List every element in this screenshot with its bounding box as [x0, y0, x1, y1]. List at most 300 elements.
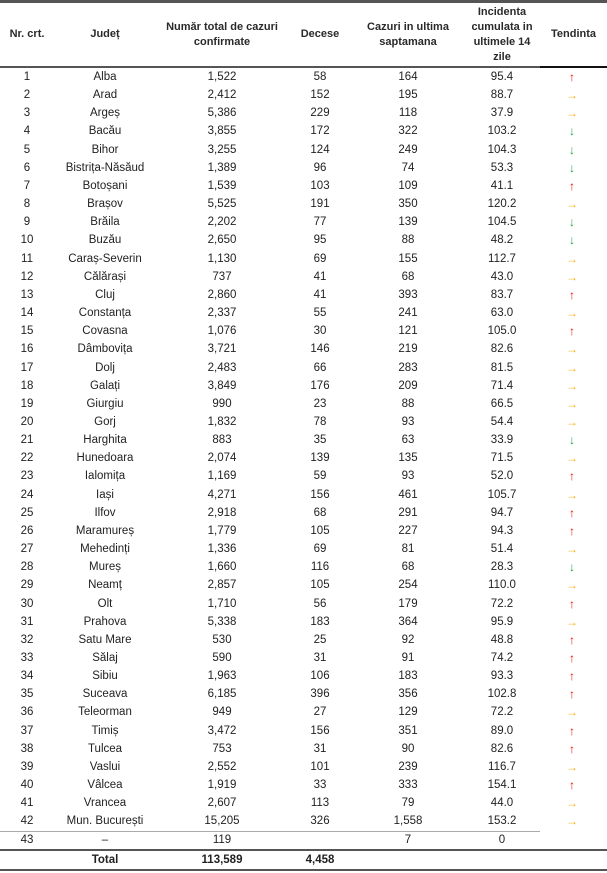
cell-total: 4,271 [207, 488, 237, 501]
cell-decese: 191 [310, 198, 330, 211]
table-row [0, 685, 607, 703]
table-row [0, 467, 607, 485]
cell-total: 3,849 [207, 379, 237, 392]
cell-total: 3,255 [207, 143, 237, 156]
cell-cazuri: 254 [398, 579, 418, 592]
cell-total: 1,336 [207, 543, 237, 556]
table-row [0, 304, 607, 322]
table-row [0, 413, 607, 431]
cell-incidenta: 53.3 [490, 161, 514, 174]
cell-decese: 35 [313, 434, 327, 447]
header-numar [150, 3, 294, 66]
arrow-right-icon: → [566, 578, 578, 593]
arrow-up-icon: ↑ [569, 632, 575, 647]
table-row [0, 431, 607, 449]
arrow-up-icon: ↑ [569, 287, 575, 302]
cell-nr: 30 [20, 597, 34, 610]
cell-cazuri: 209 [398, 379, 418, 392]
cell-incidenta: 105.7 [487, 488, 517, 501]
cell-cazuri: 91 [401, 652, 415, 664]
arrow-up-icon: ↑ [569, 523, 575, 538]
cell-total: 5,338 [207, 615, 237, 628]
cell-judet: Olt [97, 597, 113, 610]
cell-incidenta: 43.0 [490, 270, 514, 283]
cell-nr: 32 [20, 633, 34, 646]
cell-total: 1,779 [207, 524, 237, 537]
cell-nr: 17 [20, 361, 34, 374]
cell-judet: Brăila [90, 216, 120, 229]
cell-total: 990 [212, 397, 232, 410]
arrow-right-icon: → [566, 342, 578, 357]
cell-nr: 6 [23, 161, 31, 174]
cell-judet: Covasna [82, 325, 128, 338]
cell-decese: 139 [310, 452, 330, 465]
cell-decese: 146 [310, 343, 330, 356]
cell-nr: 24 [20, 488, 34, 501]
table-row [0, 340, 607, 358]
cell-nr: 14 [20, 307, 34, 320]
cell-total: 590 [212, 652, 232, 664]
table-row [0, 195, 607, 213]
cell-nr: 11 [21, 252, 33, 265]
cell-total: 949 [212, 706, 232, 719]
cell-incidenta: 72.2 [490, 706, 514, 719]
header-incidenta-line4: zile [493, 50, 511, 63]
cell-cazuri: 81 [401, 543, 415, 556]
cell-nr: 40 [20, 779, 34, 792]
table-row [0, 359, 607, 377]
cell-judet: Ilfov [94, 506, 116, 519]
cell-judet: Arad [92, 89, 118, 102]
arrow-up-icon: ↑ [569, 778, 575, 793]
cell-cazuri: 183 [398, 670, 418, 683]
cell-nr: 12 [20, 270, 34, 283]
cell-nr: 9 [23, 216, 31, 229]
arrow-right-icon: → [566, 414, 578, 429]
header-nr-label: Nr. crt. [9, 28, 45, 40]
cell-decese: 23 [313, 397, 327, 410]
cell-judet: Cluj [95, 288, 115, 301]
cell-incidenta: 52.0 [490, 470, 514, 483]
cell-total: 2,857 [207, 579, 237, 592]
header-numar-line1: Număr total de cazuri [166, 20, 278, 33]
arrow-right-icon: → [566, 251, 578, 266]
table-row [0, 449, 607, 467]
arrow-up-icon: ↑ [569, 687, 575, 702]
cell-incidenta: 51.4 [490, 543, 514, 556]
cell-cazuri: 74 [401, 161, 415, 174]
cell-decese: 152 [310, 89, 330, 102]
cell-nr: 33 [20, 652, 34, 664]
arrow-down-icon: ↓ [569, 560, 575, 575]
cell-total: 1,963 [207, 670, 237, 683]
cell-decese: 55 [313, 307, 327, 320]
cell-total: 2,412 [207, 89, 237, 102]
arrow-up-icon: ↑ [569, 651, 575, 665]
cell-total: 1,169 [207, 470, 237, 483]
cell-decese: 59 [313, 470, 327, 483]
cell-total: 3,855 [207, 125, 237, 138]
arrow-right-icon: → [566, 360, 578, 375]
cell-total: 2,483 [207, 361, 237, 374]
arrow-right-icon: → [566, 614, 578, 629]
cell-incidenta: 116.7 [488, 760, 516, 773]
header-incidenta-line2: cumulata in [471, 20, 533, 33]
arrow-right-icon: → [566, 542, 578, 557]
cell-total: 2,918 [207, 506, 237, 519]
cell-nr: 34 [20, 670, 34, 683]
table-row [0, 722, 607, 740]
cell-cazuri: 90 [401, 742, 415, 755]
table-row [0, 141, 607, 159]
cell-decese: 33 [313, 779, 327, 792]
cell-incidenta: 44.0 [490, 797, 514, 810]
cell-judet: Mureș [89, 561, 121, 574]
cell-total: 1,660 [207, 561, 237, 574]
cell-judet: Vrancea [83, 797, 127, 810]
cell-total: 2,552 [207, 760, 237, 773]
arrow-down-icon: ↓ [569, 142, 575, 157]
table-row [0, 159, 607, 177]
cell-incidenta: 71.5 [490, 452, 514, 465]
header-tendinta-label: Tendinta [550, 28, 596, 40]
table-row [0, 667, 607, 685]
cell-cazuri: 322 [398, 125, 418, 138]
table-row [0, 740, 607, 758]
arrow-right-icon: → [566, 759, 578, 774]
cell-decese: 30 [313, 325, 327, 338]
cell-decese: 66 [313, 361, 327, 374]
cell-incidenta: 105.0 [487, 325, 517, 338]
cell-incidenta: 154.1 [487, 779, 517, 792]
cell-incidenta: 48.2 [490, 234, 514, 247]
cell-judet: Botoșani [82, 179, 128, 192]
cell-cazuri: 88 [401, 397, 415, 410]
cell-nr: 41 [20, 797, 34, 810]
cell-total: 1,130 [207, 252, 237, 265]
table-row [0, 122, 607, 140]
cell-decese: 41 [313, 288, 327, 301]
cell-decese: 56 [313, 597, 327, 610]
cell-total: 1,832 [207, 415, 237, 428]
cell-judet: Caraș-Severin [68, 252, 142, 265]
cell-judet: Alba [93, 71, 117, 83]
cell-total: 3,472 [207, 724, 237, 737]
table-row [0, 812, 607, 830]
cell-judet: Gorj [94, 415, 116, 428]
cell-total: 2,202 [207, 216, 237, 229]
cell-nr: 35 [20, 688, 34, 701]
table-row [0, 486, 607, 504]
cell-nr: 38 [20, 742, 34, 755]
cell-incidenta: 33.9 [490, 434, 514, 447]
cell-decese: 101 [310, 760, 330, 773]
cell-nr: 27 [20, 543, 34, 556]
table-row-unassigned [0, 832, 607, 849]
header-judet-label: Județ [90, 28, 120, 40]
table-row [0, 613, 607, 631]
cell-cazuri: 139 [398, 216, 418, 229]
cell-decese: 124 [310, 143, 330, 156]
table-row [0, 595, 607, 613]
table-row [0, 68, 607, 86]
cell-cazuri: 88 [401, 234, 415, 247]
arrow-down-icon: ↓ [569, 233, 575, 248]
arrow-right-icon: → [566, 306, 578, 321]
cell-incidenta: 94.7 [490, 506, 514, 519]
cell-total: 1,076 [207, 325, 237, 338]
cell-cazuri: 121 [398, 325, 418, 338]
cell-incidenta: 37.9 [490, 107, 514, 120]
cell-nr: 23 [20, 470, 34, 483]
arrow-right-icon: → [566, 197, 578, 212]
cell-judet: Mun. București [66, 815, 144, 828]
arrow-right-icon: → [566, 396, 578, 411]
cell-nr: 26 [20, 524, 34, 537]
cell-judet: Suceava [82, 688, 128, 701]
table-row [0, 250, 607, 268]
cell-cazuri: 155 [398, 252, 418, 265]
cell-cazuri: 164 [398, 71, 418, 83]
table-row [0, 776, 607, 794]
cell-incidenta: 81.5 [490, 361, 514, 374]
cell-decese: 31 [313, 652, 327, 664]
cell-judet: Argeș [89, 107, 121, 120]
cell-nr: 25 [20, 506, 34, 519]
cell-nr: 5 [23, 143, 31, 156]
arrow-right-icon: → [566, 106, 578, 121]
cell-cazuri: 63 [401, 434, 415, 447]
cell-decese: 69 [313, 543, 327, 556]
cell-total: 1,919 [207, 779, 237, 792]
cell-total: 737 [212, 270, 232, 283]
cell-decese: 156 [310, 488, 330, 501]
cell-incidenta: 74.2 [490, 652, 514, 664]
cell-decese: 25 [313, 633, 327, 646]
cell-total: 2,607 [207, 797, 237, 810]
cell-decese: 69 [313, 252, 327, 265]
table-row [0, 177, 607, 195]
cell-cazuri: 179 [398, 597, 418, 610]
cell-total: 15,205 [204, 815, 240, 828]
cell-decese: 103 [310, 179, 330, 192]
table-row [0, 504, 607, 522]
arrow-up-icon: ↑ [569, 469, 575, 484]
cell-decese: 96 [313, 161, 327, 174]
cell-judet: Brașov [87, 198, 123, 211]
cell-nr: 8 [23, 198, 31, 211]
cell-incidenta: 54.4 [490, 415, 514, 428]
cell-total: 2,337 [207, 307, 237, 320]
header-judet [60, 3, 150, 66]
cell-total: 3,721 [207, 343, 237, 356]
cell-judet: Dâmbovița [77, 343, 133, 356]
cell-cazuri: 291 [398, 506, 418, 519]
header-tendinta [540, 3, 607, 66]
arrow-right-icon: → [566, 269, 578, 284]
table-row [0, 395, 607, 413]
cell-cazuri: 364 [398, 615, 418, 628]
cell-judet: Satu Mare [78, 633, 132, 646]
cell-incidenta: 104.5 [487, 216, 517, 229]
cell-nr: 36 [20, 706, 34, 719]
table-row [0, 286, 607, 304]
cell-cazuri: 68 [401, 561, 415, 574]
cell-decese: 172 [310, 125, 330, 138]
cell-decese: 113 [310, 797, 330, 810]
cell-decese: 326 [310, 815, 330, 828]
cell-incidenta: 66.5 [490, 397, 514, 410]
header-incidenta [462, 3, 542, 66]
header-incidenta-line3: ultimele 14 [473, 35, 531, 48]
cell-nr: 37 [20, 724, 34, 737]
cell-incidenta: 0 [498, 834, 506, 846]
cell-cazuri: 93 [401, 415, 415, 428]
cell-total: 1,389 [207, 161, 237, 174]
arrow-right-icon: → [566, 487, 578, 502]
cell-nr: 28 [20, 561, 34, 574]
table-body [0, 68, 607, 831]
cell-cazuri: 92 [401, 633, 415, 646]
cell-incidenta: 89.0 [490, 724, 514, 737]
cell-cazuri: 109 [398, 179, 418, 192]
cell-nr: 29 [20, 579, 34, 592]
cell-nr: 21 [20, 434, 34, 447]
cell-decese: 183 [310, 615, 330, 628]
arrow-up-icon: ↑ [569, 596, 575, 611]
cell-judet: Buzău [88, 234, 122, 247]
cell-incidenta: 71.4 [490, 379, 514, 392]
table-row [0, 703, 607, 721]
cell-incidenta: 110.0 [488, 579, 516, 592]
cell-total: 753 [212, 742, 232, 755]
cell-cazuri: 241 [398, 307, 418, 320]
cell-total: 6,185 [207, 688, 237, 701]
table-row [0, 794, 607, 812]
cell-incidenta: 41.1 [490, 179, 514, 192]
cell-decese: 77 [313, 216, 327, 229]
cell-nr: 10 [20, 234, 34, 247]
cell-nr: 31 [20, 615, 34, 628]
cell-cazuri: 79 [401, 797, 415, 810]
table-row [0, 576, 607, 594]
table-row [0, 631, 607, 649]
cell-incidenta: 153.2 [487, 815, 517, 828]
table-row [0, 558, 607, 576]
cell-incidenta: 95.4 [490, 71, 514, 83]
cell-incidenta: 82.6 [490, 343, 514, 356]
table-row-total [0, 851, 607, 868]
cell-decese: 116 [310, 561, 330, 574]
table-row [0, 322, 607, 340]
cell-cazuri: 350 [398, 198, 418, 211]
cell-decese: 106 [310, 670, 330, 683]
cell-incidenta: 63.0 [490, 307, 514, 320]
cell-total: 1,710 [207, 597, 237, 610]
cell-judet: Sălaj [92, 652, 118, 664]
cell-incidenta: 112.7 [488, 252, 516, 265]
cell-cazuri: 351 [398, 724, 418, 737]
table-row [0, 377, 607, 395]
cell-judet: Constanța [78, 307, 132, 320]
arrow-up-icon: ↑ [569, 324, 575, 339]
cell-cazuri: 118 [398, 107, 418, 120]
arrow-down-icon: ↓ [569, 160, 575, 175]
cell-nr: 19 [20, 397, 34, 410]
cell-decese: 105 [310, 579, 330, 592]
cell-nr: 13 [20, 288, 34, 301]
cell-judet: Neamț [88, 579, 122, 592]
cell-cazuri: 239 [398, 760, 418, 773]
cell-total: 883 [212, 434, 232, 447]
cell-judet: Sibiu [92, 670, 118, 683]
cell-nr: 22 [20, 452, 34, 465]
cell-total: 530 [212, 633, 232, 646]
cell-judet: Ialomița [84, 470, 126, 483]
cell-nr: 18 [20, 379, 34, 392]
cell-total: 1,539 [207, 179, 237, 192]
cell-incidenta: 82.6 [490, 742, 514, 755]
cell-decese: 58 [313, 71, 327, 83]
arrow-right-icon: → [566, 705, 578, 720]
cell-incidenta: 103.2 [487, 125, 517, 138]
cell-nr: 16 [20, 343, 34, 356]
cell-nr: 1 [23, 71, 31, 83]
cell-decese: 229 [310, 107, 330, 120]
cell-decese: 41 [313, 270, 327, 283]
arrow-up-icon: ↑ [569, 741, 575, 756]
cell-incidenta: 102.8 [487, 688, 517, 701]
table-bottom-border [0, 869, 607, 871]
cell-judet: Maramureș [75, 524, 135, 537]
cell-judet: Bihor [91, 143, 119, 156]
cell-decese: 27 [313, 706, 327, 719]
cell-judet: Giurgiu [86, 397, 124, 410]
arrow-right-icon: → [566, 451, 578, 466]
cell-judet: Călărași [83, 270, 127, 283]
arrow-up-icon: ↑ [569, 70, 575, 84]
cell-nr: 20 [20, 415, 34, 428]
cell-nr: 42 [20, 815, 34, 828]
cell-cazuri: 227 [398, 524, 418, 537]
cell-incidenta: 88.7 [490, 89, 514, 102]
cell-cazuri: 195 [398, 89, 418, 102]
cell-nr: 7 [23, 179, 31, 192]
cell-cazuri: 333 [398, 779, 418, 792]
cell-incidenta: 48.8 [490, 633, 514, 646]
arrow-right-icon: → [566, 814, 578, 829]
total-deaths: 4,458 [305, 854, 335, 866]
cell-nr: 43 [20, 834, 34, 846]
arrow-right-icon: → [566, 88, 578, 103]
arrow-up-icon: ↑ [569, 723, 575, 738]
cell-decese: 78 [313, 415, 327, 428]
table-row [0, 268, 607, 286]
cell-total: 5,525 [207, 198, 237, 211]
header-cazuri-line1: Cazuri in ultima [367, 20, 449, 33]
cell-nr: 4 [23, 125, 31, 138]
arrow-down-icon: ↓ [569, 215, 575, 230]
cell-judet: Tulcea [87, 742, 123, 755]
cell-decese: 396 [310, 688, 330, 701]
cell-judet: Mehedinți [80, 543, 130, 556]
arrow-down-icon: ↓ [569, 124, 575, 139]
arrow-right-icon: → [566, 796, 578, 811]
total-cases: 113,589 [201, 854, 243, 866]
cell-nr: 39 [20, 760, 34, 773]
cell-total: 119 [212, 834, 232, 846]
cell-total: 1,522 [207, 71, 237, 83]
